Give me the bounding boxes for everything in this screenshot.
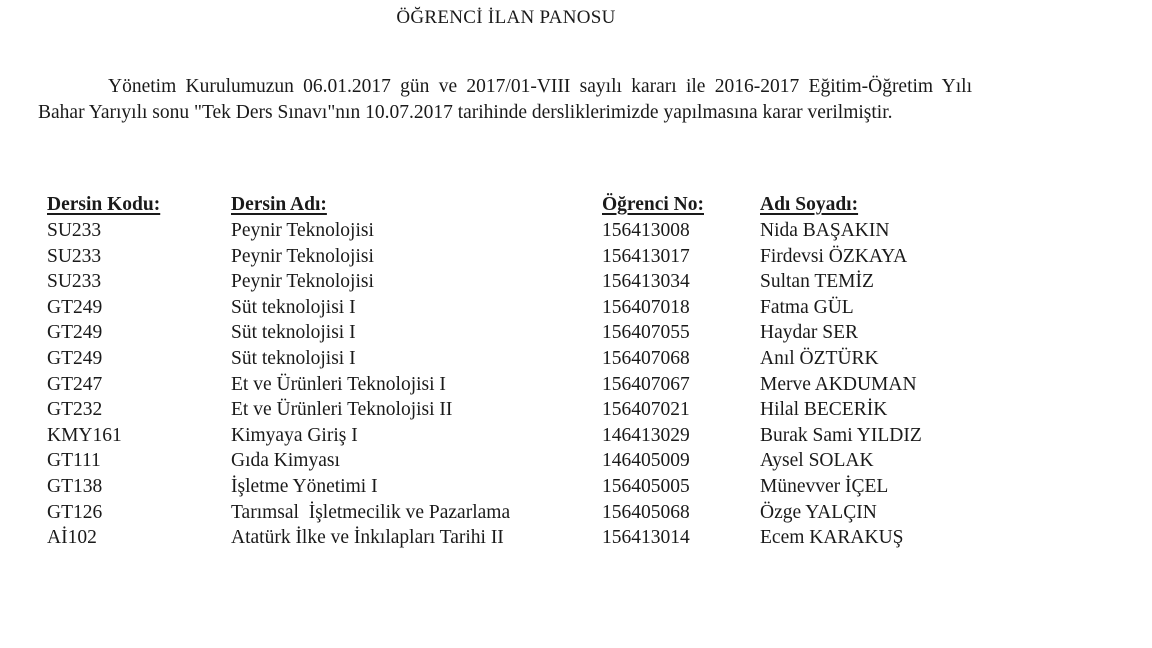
cell-course-name: Atatürk İlke ve İnkılapları Tarihi II — [231, 527, 504, 549]
cell-student-no: 156413008 — [602, 220, 690, 241]
cell-student-no: 156407055 — [602, 322, 690, 344]
cell-course-code: GT232 — [47, 399, 103, 421]
cell-student-no: 156413034 — [602, 271, 690, 293]
cell-student-name: Firdevsi ÖZKAYA — [760, 245, 908, 267]
cell-course-code: GT249 — [47, 347, 103, 369]
cell-course-name: Süt teknolojisi I — [231, 347, 356, 369]
cell-course-code: GT247 — [47, 373, 103, 395]
header-course-code: Dersin Kodu: — [47, 194, 161, 215]
cell-course-name: Peynir Teknolojisi — [231, 271, 374, 293]
cell-student-name: Anıl ÖZTÜRK — [760, 347, 879, 369]
cell-student-no: 156413014 — [602, 527, 690, 549]
cell-course-name: Süt teknolojisi I — [231, 296, 356, 318]
announcement-paragraph: Yönetim Kurulumuzun 06.01.2017 gün ve 2017/01-VIII sayılı kararı ile 2016-2017 Eğitim-Öğretim Yılı Bahar Yarıyılı sonu "Tek Ders Sınavı"nın 10.07.2017 tarihinde dersliklerimizde yapılmasına karar verilmiştir. — [38, 76, 972, 123]
cell-course-name: Et ve Ürünleri Teknolojisi I — [231, 373, 446, 395]
cell-student-no: 156407018 — [602, 296, 690, 318]
cell-course-code: SU233 — [47, 271, 102, 293]
cell-student-name: Hilal BECERİK — [760, 399, 888, 421]
cell-course-code: GT249 — [47, 296, 103, 318]
page-title: ÖĞRENCİ İLAN PANOSU — [396, 7, 616, 28]
cell-student-no: 146405009 — [602, 450, 690, 472]
cell-student-no: 156407067 — [602, 373, 690, 395]
cell-student-name: Burak Sami YILDIZ — [760, 424, 922, 446]
cell-student-name: Nida BAŞAKIN — [760, 220, 890, 241]
header-course-name: Dersin Adı: — [231, 194, 327, 215]
header-student-name: Adı Soyadı: — [760, 194, 859, 215]
cell-course-code: SU233 — [47, 220, 102, 241]
cell-course-name: Peynir Teknolojisi — [231, 245, 374, 267]
cell-student-name: Ecem KARAKUŞ — [760, 527, 904, 549]
cell-student-no: 146413029 — [602, 424, 690, 446]
cell-student-name: Merve AKDUMAN — [760, 373, 917, 395]
cell-course-name: İşletme Yönetimi I — [231, 475, 378, 497]
cell-course-code: GT111 — [47, 450, 101, 472]
cell-student-name: Fatma GÜL — [760, 296, 854, 318]
cell-course-name: Gıda Kimyası — [231, 450, 340, 472]
cell-student-no: 156407021 — [602, 399, 690, 421]
cell-course-code: GT138 — [47, 475, 103, 497]
cell-course-name: Et ve Ürünleri Teknolojisi II — [231, 399, 453, 421]
cell-student-no: 156407068 — [602, 347, 690, 369]
cell-course-name: Tarımsal İşletmecilik ve Pazarlama — [231, 501, 511, 523]
cell-student-name: Özge YALÇIN — [760, 501, 877, 523]
cell-course-code: KMY161 — [47, 424, 122, 446]
cell-student-name: Sultan TEMİZ — [760, 271, 874, 293]
cell-student-name: Münevver İÇEL — [760, 475, 889, 497]
cell-student-no: 156413017 — [602, 245, 690, 267]
cell-student-no: 156405068 — [602, 501, 690, 523]
cell-course-code: GT249 — [47, 322, 103, 344]
cell-course-name: Peynir Teknolojisi — [231, 220, 374, 241]
cell-course-code: GT126 — [47, 501, 103, 523]
cell-student-name: Aysel SOLAK — [760, 450, 874, 472]
cell-course-code: Aİ102 — [47, 527, 97, 549]
cell-student-name: Haydar SER — [760, 322, 859, 344]
cell-course-name: Süt teknolojisi I — [231, 322, 356, 344]
header-student-no: Öğrenci No: — [602, 194, 704, 215]
cell-course-code: SU233 — [47, 245, 102, 267]
cell-course-name: Kimyaya Giriş I — [231, 424, 358, 446]
cell-student-no: 156405005 — [602, 475, 690, 497]
